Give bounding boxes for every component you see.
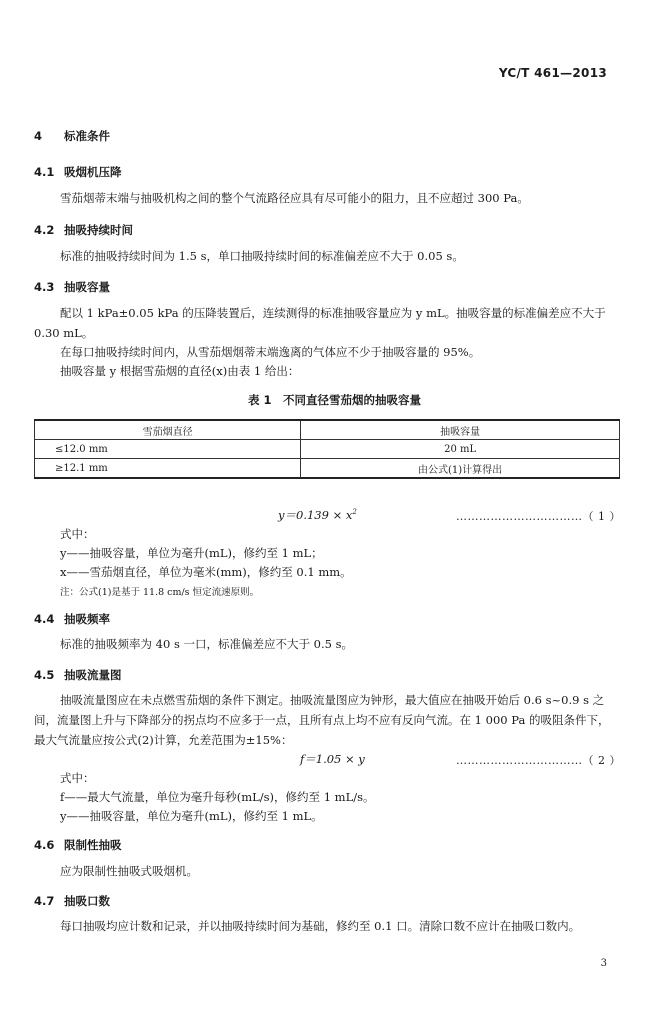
section-number: 4.2	[34, 223, 55, 237]
formula-1	[278, 507, 357, 523]
section-4-6-text: 应为限制性抽吸式吸烟机。	[60, 864, 198, 878]
section-4-3-text-1: 配以 1 kPa±0.05 kPa 的压降装置后，连续测得的标准抽吸容量应为 y mL。抽吸容量的标准偏差应不大于 0.30 mL。	[34, 306, 606, 340]
section-4-3-heading	[34, 279, 110, 295]
where-1-label: 式中：	[60, 527, 95, 541]
section-4-5-text: 抽吸流量图应在未点燃雪茄烟的条件下测定。抽吸流量图应为钟形，最大值应在抽吸开始后 0.6 s~0.9 s 之间，流量图上升与下降部分的拐点均不应多于一点，且所有点上均不应有反向气流。在 1 000 Pa 的吸阻条件下，最大气流量应按公式(2)计算，允差范围为±15%：	[34, 693, 610, 747]
section-title: 吸烟机压降	[64, 165, 122, 179]
section-4-5-heading	[34, 667, 122, 683]
section-4-2-heading	[34, 222, 133, 238]
section-number: 4	[34, 129, 43, 143]
page-number: 3	[600, 958, 607, 969]
table-row	[35, 440, 620, 459]
table-cell: ≥12.1 mm	[35, 459, 301, 479]
section-4-6-heading	[34, 837, 122, 853]
table-header-row	[35, 420, 620, 440]
section-4-4-heading	[34, 611, 110, 627]
table-header-volume: 抽吸容量	[301, 420, 620, 440]
section-title: 抽吸口数	[64, 894, 110, 908]
section-4-3-text-3: 抽吸容量 y 根据雪茄烟的直径(x)由表 1 给出：	[60, 364, 300, 378]
formula-1-note: 注：公式(1)是基于 11.8 cm/s 恒定流速原则。	[60, 587, 260, 598]
table-cell: 由公式(1)计算得出	[301, 459, 620, 479]
formula-1-number: ……………………………（ 1 ）	[456, 510, 621, 523]
table-1	[34, 419, 620, 479]
section-number: 4.3	[34, 280, 55, 294]
where-2-y-definition: y——抽吸容量，单位为毫升(mL)，修约至 1 mL。	[60, 809, 323, 823]
formula-2-number: ……………………………（ 2 ）	[456, 754, 621, 767]
section-number: 4.5	[34, 668, 55, 682]
table-cell: 20 mL	[301, 440, 620, 459]
section-number: 4.7	[34, 894, 55, 908]
where-1-y-definition: y——抽吸容量，单位为毫升(mL)，修约至 1 mL；	[60, 546, 323, 560]
section-4-1-heading	[34, 164, 122, 180]
section-title: 抽吸流量图	[64, 668, 122, 682]
section-title: 抽吸容量	[64, 280, 110, 294]
formula-2-expression: f＝1.05 × y	[300, 752, 365, 766]
section-4-7-heading	[34, 893, 110, 909]
section-title: 标准条件	[64, 129, 110, 143]
section-4-3-text-2: 在每口抽吸持续时间内，从雪茄烟烟蒂末端逸离的气体应不少于抽吸容量的 95%。	[60, 345, 481, 359]
table-row	[35, 459, 620, 479]
where-2-label: 式中：	[60, 771, 95, 785]
section-number: 4.6	[34, 838, 55, 852]
section-title: 抽吸频率	[64, 612, 110, 626]
section-title: 限制性抽吸	[64, 838, 122, 852]
section-4-1-text: 雪茄烟蒂末端与抽吸机构之间的整个气流路径应具有尽可能小的阻力，且不应超过 300 Pa。	[60, 191, 529, 205]
section-title: 抽吸持续时间	[64, 223, 133, 237]
where-2-f-definition: f——最大气流量，单位为毫升每秒(mL/s)，修约至 1 mL/s。	[60, 790, 375, 804]
section-4-heading	[34, 128, 110, 144]
table-header-diameter: 雪茄烟直径	[35, 420, 301, 440]
formula-1-expression: y＝0.139 × x	[278, 508, 353, 522]
section-number: 4.1	[34, 165, 55, 179]
standard-code: YC/T 461—2013	[498, 66, 607, 80]
section-4-7-text: 每口抽吸均应计数和记录，并以抽吸持续时间为基础，修约至 0.1 口。清除口数不应计在抽吸口数内。	[60, 919, 581, 933]
section-number: 4.4	[34, 612, 55, 626]
section-4-2-text: 标准的抽吸持续时间为 1.5 s，单口抽吸持续时间的标准偏差应不大于 0.05 s。	[60, 249, 464, 263]
table-cell: ≤12.0 mm	[35, 440, 301, 459]
formula-2	[300, 751, 365, 767]
formula-1-exponent: 2	[352, 508, 357, 517]
table-1-caption: 表 1 不同直径雪茄烟的抽吸容量	[247, 393, 421, 407]
section-4-4-text: 标准的抽吸频率为 40 s 一口，标准偏差应不大于 0.5 s。	[60, 637, 354, 651]
where-1-x-definition: x——雪茄烟直径，单位为毫米(mm)，修约至 0.1 mm。	[60, 565, 352, 579]
